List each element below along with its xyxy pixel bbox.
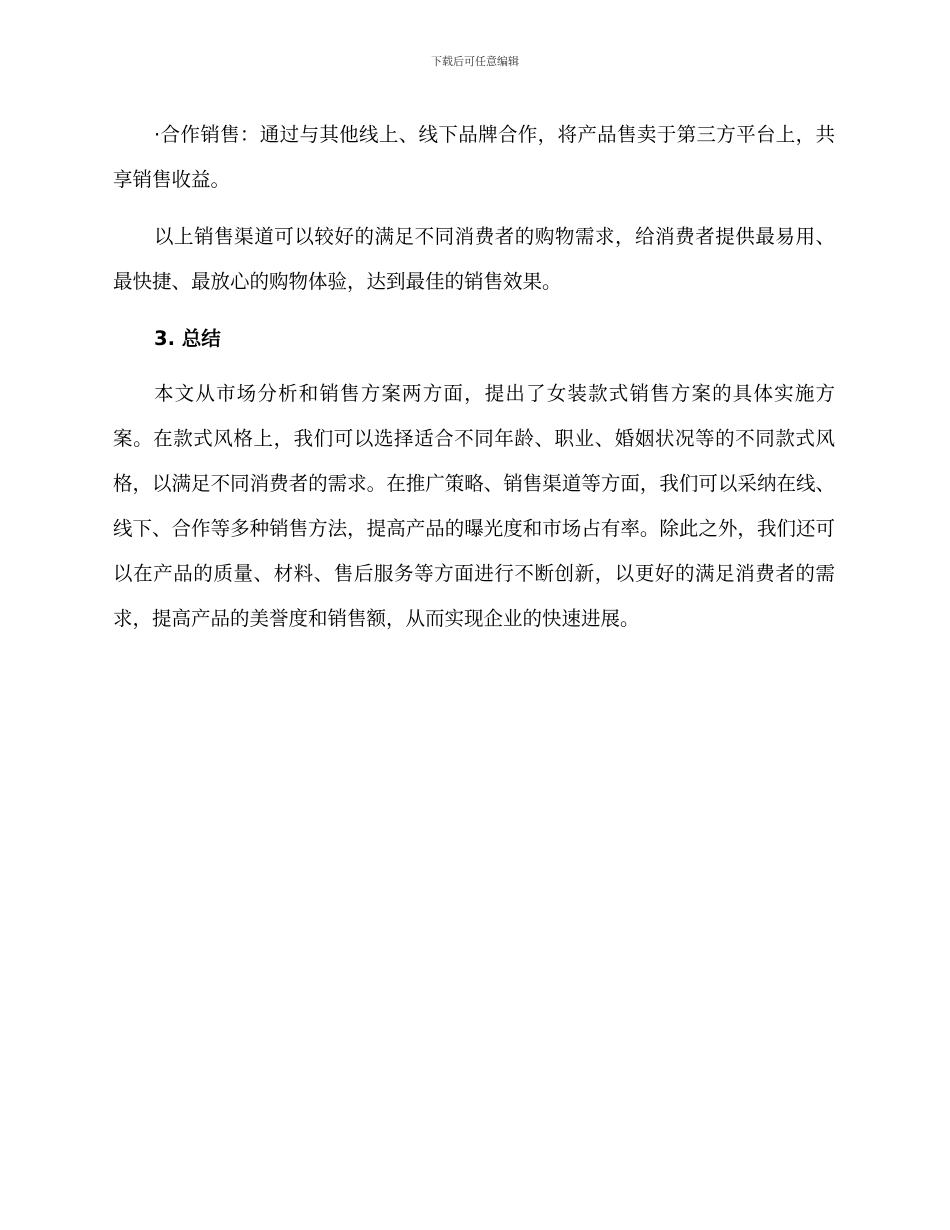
paragraph-sales-channels-summary: 以上销售渠道可以较好的满足不同消费者的购物需求，给消费者提供最易用、最快捷、最放心的购物体验，达到最佳的销售效果。	[113, 225, 835, 293]
page-header: 下载后可任意编辑	[431, 55, 519, 68]
paragraph-conclusion: 本文从市场分析和销售方案两方面，提出了女装款式销售方案的具体实施方案。在款式风格上，我们可以选择适合不同年龄、职业、婚姻状况等的不同款式风格，以满足不同消费者的需求。在推广策略、销售渠道等方面，我们可以采纳在线、线下、合作等多种销售方法，提高产品的曝光度和市场占有率。除此之外，我们还可以在产品的质量、材料、售后服务等方面进行不断创新，以更好的满足消费者的需求，提高产品的美誉度和销售额，从而实现企业的快速进展。	[113, 382, 835, 630]
paragraph-cooperative-sales: ·合作销售：通过与其他线上、线下品牌合作，将产品售卖于第三方平台上，共享销售收益。	[113, 123, 835, 191]
section-heading-conclusion: 3. 总结	[154, 327, 221, 350]
document-body	[113, 112, 835, 653]
